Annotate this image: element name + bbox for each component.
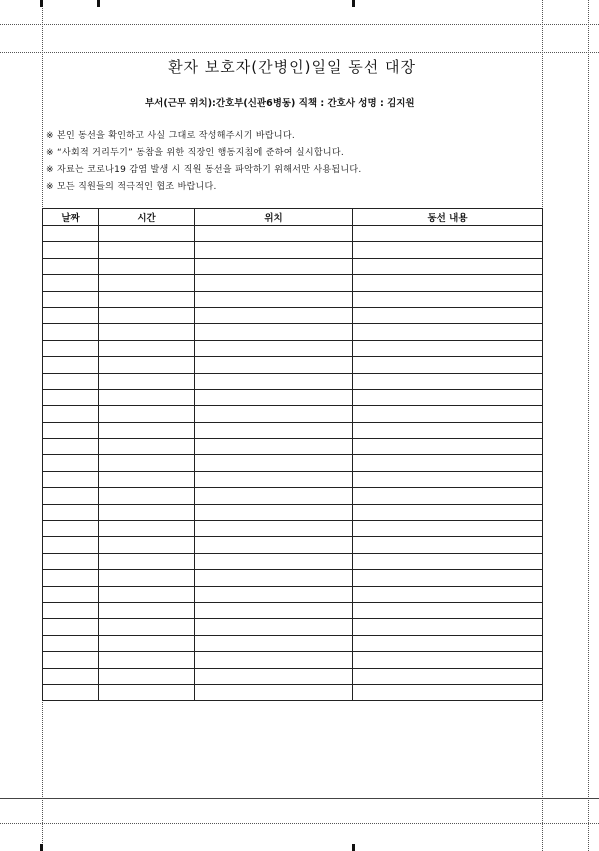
table-row <box>43 307 543 323</box>
details-cell[interactable] <box>353 652 543 668</box>
date-cell[interactable] <box>43 406 99 422</box>
time-cell[interactable] <box>99 471 195 487</box>
date-cell[interactable] <box>43 373 99 389</box>
time-cell[interactable] <box>99 488 195 504</box>
table-row <box>43 291 543 307</box>
date-cell[interactable] <box>43 340 99 356</box>
date-cell[interactable] <box>43 668 99 684</box>
details-cell[interactable] <box>353 258 543 274</box>
location-cell[interactable] <box>195 504 353 520</box>
time-cell[interactable] <box>99 307 195 323</box>
table-row <box>43 357 543 373</box>
location-cell[interactable] <box>195 226 353 242</box>
notice-line: ※ 모든 직원들의 적극적인 협조 바랍니다. <box>46 182 217 192</box>
details-cell[interactable] <box>353 307 543 323</box>
time-cell[interactable] <box>99 537 195 553</box>
location-cell[interactable] <box>195 291 353 307</box>
time-cell[interactable] <box>99 226 195 242</box>
location-cell[interactable] <box>195 652 353 668</box>
location-cell[interactable] <box>195 422 353 438</box>
details-cell[interactable] <box>353 537 543 553</box>
details-cell[interactable] <box>353 521 543 537</box>
table-row <box>43 652 543 668</box>
date-cell[interactable] <box>43 471 99 487</box>
date-cell[interactable] <box>43 602 99 618</box>
crop-mark <box>40 0 43 7</box>
movement-log-table <box>42 208 543 701</box>
notice-line: ※ 본인 동선을 확인하고 사실 그대로 작성해주시기 바랍니다. <box>46 131 295 141</box>
date-cell[interactable] <box>43 357 99 373</box>
details-cell[interactable] <box>353 668 543 684</box>
table-row <box>43 635 543 651</box>
date-cell[interactable] <box>43 537 99 553</box>
crop-mark <box>352 0 355 7</box>
date-cell[interactable] <box>43 570 99 586</box>
table-row <box>43 258 543 274</box>
date-cell[interactable] <box>43 422 99 438</box>
date-cell[interactable] <box>43 242 99 258</box>
table-row <box>43 422 543 438</box>
location-cell[interactable] <box>195 258 353 274</box>
time-cell[interactable] <box>99 455 195 471</box>
time-cell[interactable] <box>99 324 195 340</box>
page-edge-guide-right <box>588 0 589 851</box>
crop-mark <box>97 0 100 7</box>
date-cell[interactable] <box>43 521 99 537</box>
table-row <box>43 684 543 700</box>
date-cell[interactable] <box>43 258 99 274</box>
time-cell[interactable] <box>99 521 195 537</box>
details-cell[interactable] <box>353 684 543 700</box>
table-body <box>43 226 543 701</box>
table-row <box>43 537 543 553</box>
table-row <box>43 619 543 635</box>
location-cell[interactable] <box>195 635 353 651</box>
location-cell[interactable] <box>195 553 353 569</box>
table-row <box>43 406 543 422</box>
notice-line: ※ “사회적 거리두기” 동참을 위한 직장인 행동지침에 준하여 실시합니다. <box>46 148 345 158</box>
details-cell[interactable] <box>353 324 543 340</box>
time-cell[interactable] <box>99 635 195 651</box>
location-cell[interactable] <box>195 570 353 586</box>
column-header-location: 위치 <box>195 209 353 226</box>
details-cell[interactable] <box>353 373 543 389</box>
document-title: 환자 보호자(간병인)일일 동선 대장 <box>168 58 416 76</box>
location-cell[interactable] <box>195 389 353 405</box>
date-cell[interactable] <box>43 275 99 291</box>
time-cell[interactable] <box>99 652 195 668</box>
location-cell[interactable] <box>195 324 353 340</box>
date-cell[interactable] <box>43 652 99 668</box>
table-row <box>43 668 543 684</box>
location-cell[interactable] <box>195 602 353 618</box>
table-row <box>43 570 543 586</box>
location-cell[interactable] <box>195 537 353 553</box>
location-cell[interactable] <box>195 307 353 323</box>
details-cell[interactable] <box>353 619 543 635</box>
time-cell[interactable] <box>99 668 195 684</box>
header-guide-top <box>0 24 599 25</box>
table-row <box>43 521 543 537</box>
time-cell[interactable] <box>99 553 195 569</box>
date-cell[interactable] <box>43 307 99 323</box>
details-cell[interactable] <box>353 389 543 405</box>
details-cell[interactable] <box>353 504 543 520</box>
table-row <box>43 242 543 258</box>
details-cell[interactable] <box>353 357 543 373</box>
location-cell[interactable] <box>195 439 353 455</box>
date-cell[interactable] <box>43 439 99 455</box>
location-cell[interactable] <box>195 619 353 635</box>
table-row <box>43 488 543 504</box>
details-cell[interactable] <box>353 242 543 258</box>
table-row <box>43 602 543 618</box>
details-cell[interactable] <box>353 635 543 651</box>
header-guide-bottom <box>0 52 599 53</box>
table-header-row <box>43 209 543 226</box>
details-cell[interactable] <box>353 471 543 487</box>
date-cell[interactable] <box>43 553 99 569</box>
location-cell[interactable] <box>195 357 353 373</box>
date-cell[interactable] <box>43 619 99 635</box>
time-cell[interactable] <box>99 275 195 291</box>
footer-guide-bottom <box>0 823 599 824</box>
date-cell[interactable] <box>43 684 99 700</box>
time-cell[interactable] <box>99 291 195 307</box>
table-row <box>43 226 543 242</box>
details-cell[interactable] <box>353 226 543 242</box>
time-cell[interactable] <box>99 504 195 520</box>
details-cell[interactable] <box>353 340 543 356</box>
time-cell[interactable] <box>99 439 195 455</box>
location-cell[interactable] <box>195 406 353 422</box>
time-cell[interactable] <box>99 357 195 373</box>
details-cell[interactable] <box>353 406 543 422</box>
location-cell[interactable] <box>195 684 353 700</box>
table-row <box>43 504 543 520</box>
time-cell[interactable] <box>99 619 195 635</box>
date-cell[interactable] <box>43 226 99 242</box>
details-cell[interactable] <box>353 602 543 618</box>
table-row <box>43 324 543 340</box>
time-cell[interactable] <box>99 422 195 438</box>
location-cell[interactable] <box>195 471 353 487</box>
details-cell[interactable] <box>353 586 543 602</box>
date-cell[interactable] <box>43 455 99 471</box>
date-cell[interactable] <box>43 635 99 651</box>
date-cell[interactable] <box>43 291 99 307</box>
location-cell[interactable] <box>195 488 353 504</box>
crop-mark <box>352 844 355 851</box>
department-info: 부서(근무 위치):간호부(신관6병동) 직책 : 간호사 성명 : 김지원 <box>145 98 415 109</box>
details-cell[interactable] <box>353 488 543 504</box>
location-cell[interactable] <box>195 455 353 471</box>
location-cell[interactable] <box>195 521 353 537</box>
location-cell[interactable] <box>195 586 353 602</box>
column-header-time: 시간 <box>99 209 195 226</box>
location-cell[interactable] <box>195 668 353 684</box>
time-cell[interactable] <box>99 340 195 356</box>
column-header-details: 동선 내용 <box>353 209 543 226</box>
table-row <box>43 586 543 602</box>
time-cell[interactable] <box>99 242 195 258</box>
table-row <box>43 373 543 389</box>
column-header-date: 날짜 <box>43 209 99 226</box>
time-cell[interactable] <box>99 406 195 422</box>
time-cell[interactable] <box>99 586 195 602</box>
location-cell[interactable] <box>195 373 353 389</box>
location-cell[interactable] <box>195 242 353 258</box>
notice-line: ※ 자료는 코로나19 감염 발생 시 직원 동선을 파악하기 위해서만 사용됩니다. <box>46 165 362 175</box>
table-row <box>43 553 543 569</box>
time-cell[interactable] <box>99 373 195 389</box>
date-cell[interactable] <box>43 488 99 504</box>
details-cell[interactable] <box>353 455 543 471</box>
table-row <box>43 471 543 487</box>
details-cell[interactable] <box>353 291 543 307</box>
details-cell[interactable] <box>353 570 543 586</box>
time-cell[interactable] <box>99 602 195 618</box>
footer-guide-top <box>0 798 599 799</box>
table-row <box>43 340 543 356</box>
date-cell[interactable] <box>43 504 99 520</box>
time-cell[interactable] <box>99 258 195 274</box>
details-cell[interactable] <box>353 439 543 455</box>
date-cell[interactable] <box>43 389 99 405</box>
time-cell[interactable] <box>99 570 195 586</box>
date-cell[interactable] <box>43 586 99 602</box>
time-cell[interactable] <box>99 684 195 700</box>
location-cell[interactable] <box>195 340 353 356</box>
table-row <box>43 275 543 291</box>
table-row <box>43 389 543 405</box>
time-cell[interactable] <box>99 389 195 405</box>
date-cell[interactable] <box>43 324 99 340</box>
crop-mark <box>40 844 43 851</box>
details-cell[interactable] <box>353 275 543 291</box>
table-row <box>43 455 543 471</box>
location-cell[interactable] <box>195 275 353 291</box>
table-row <box>43 439 543 455</box>
details-cell[interactable] <box>353 422 543 438</box>
details-cell[interactable] <box>353 553 543 569</box>
